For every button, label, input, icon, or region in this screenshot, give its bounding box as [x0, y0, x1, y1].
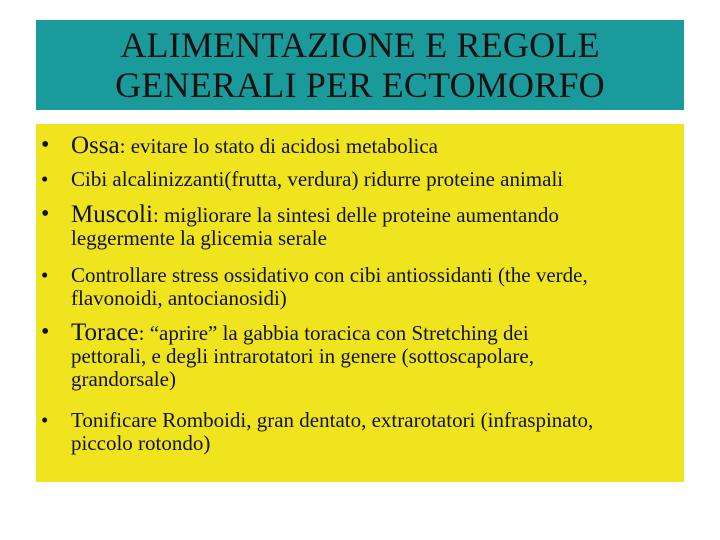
item-text: Tonificare Romboidi, gran dentato, extrarotatori (infraspinato,: [71, 408, 594, 432]
keyword-ossa: Ossa: [71, 132, 120, 159]
item-text: leggermente la glicemia serale: [71, 226, 327, 250]
title-line-1: ALIMENTAZIONE E REGOLE: [120, 25, 600, 65]
item-text: flavonoidi, antocianosidi): [71, 286, 287, 310]
item-text: grandorsale): [71, 367, 176, 391]
bullet-marker: •: [41, 408, 49, 432]
bullet-marker: •: [41, 132, 50, 158]
content-panel: [36, 124, 684, 482]
bullet-marker: •: [41, 167, 49, 191]
slide-title: [36, 20, 684, 110]
bullet-marker: •: [41, 201, 50, 227]
keyword-muscoli: Muscoli: [71, 201, 153, 228]
title-line-2: GENERALI PER ECTOMORFO: [115, 65, 605, 105]
item-text: Controllare stress ossidativo con cibi antiossidanti (the verde,: [71, 263, 588, 287]
item-text: : migliorare la sintesi delle proteine aumentando: [152, 203, 559, 227]
item-text: : evitare lo stato di acidosi metabolica: [119, 134, 439, 158]
item-text: pettorali, e degli intrarotatori in genere (sottoscapolare,: [71, 344, 534, 368]
item-text: piccolo rotondo): [71, 431, 211, 455]
bullet-marker: •: [41, 319, 50, 345]
bullet-marker: •: [41, 263, 49, 287]
item-text: : “aprire” la gabbia toracica con Stretching dei: [138, 321, 529, 345]
item-text: Cibi alcalinizzanti(frutta, verdura) ridurre proteine animali: [71, 167, 564, 191]
keyword-torace: Torace: [71, 319, 139, 346]
